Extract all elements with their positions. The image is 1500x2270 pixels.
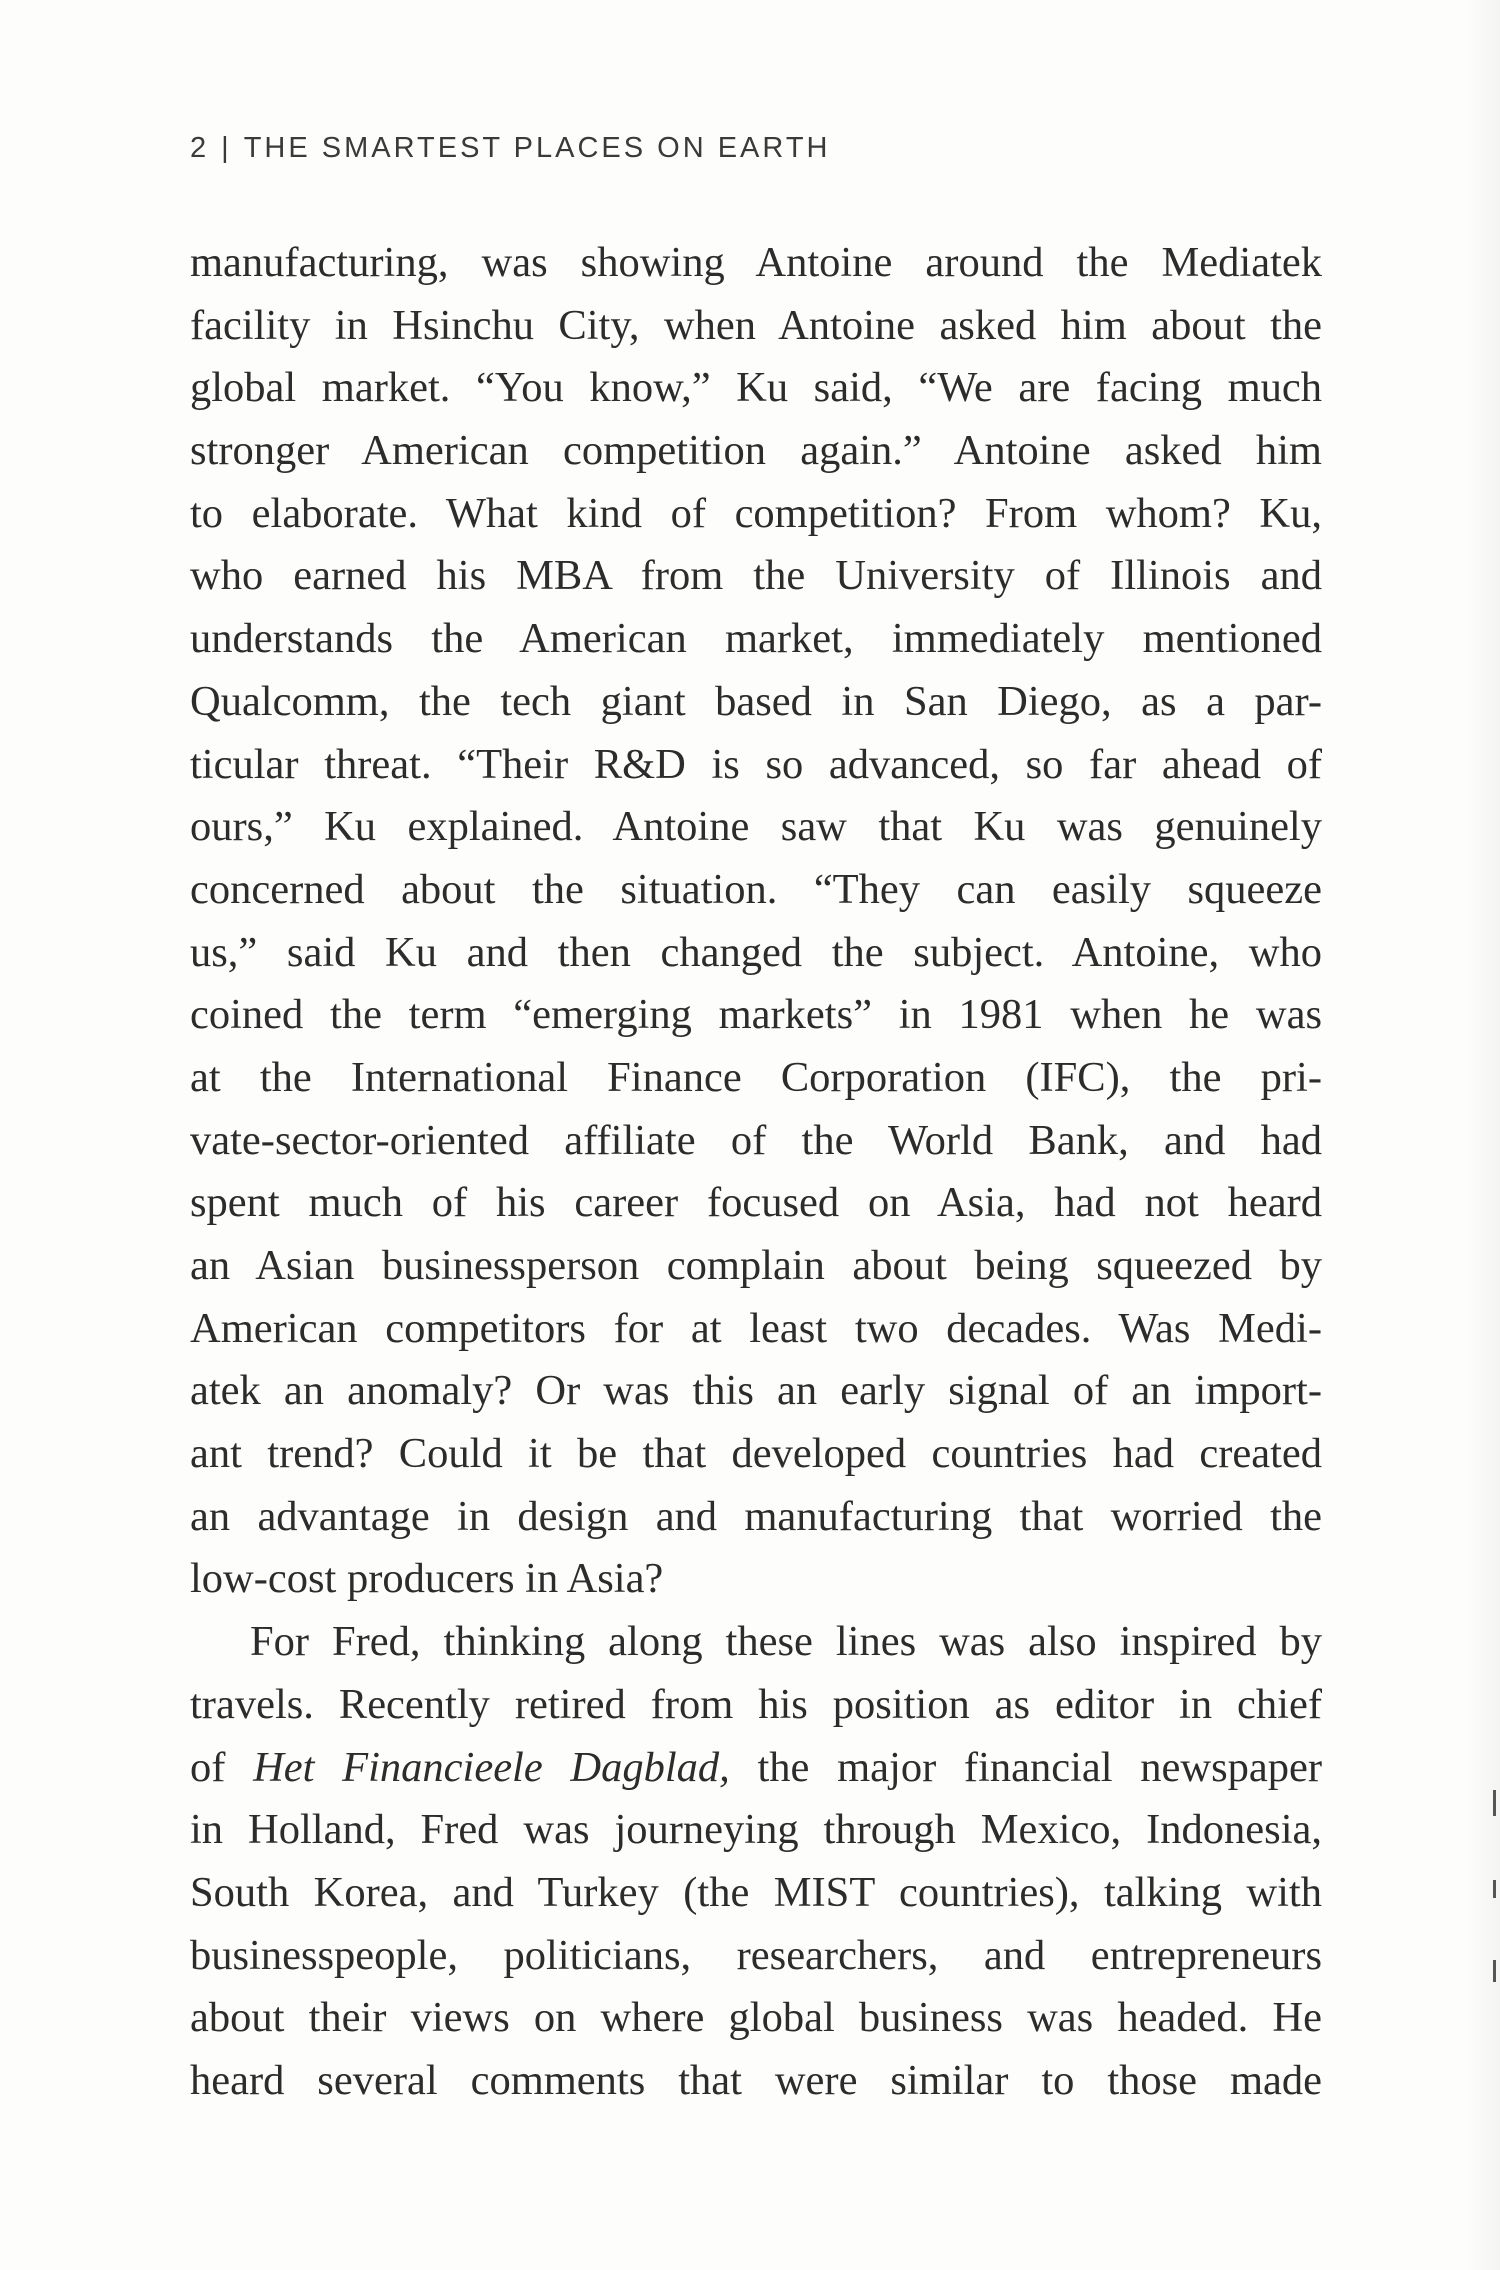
text-line: spent much of his career focused on Asia, had not heard [190,1179,1322,1227]
text-line: ant trend? Could it be that developed countries had created [190,1430,1322,1478]
text-line: heard several comments that were similar to those made [190,2056,1322,2104]
text-line: global market. “You know,” Ku said, “We are facing much [190,364,1322,412]
text-line: atek an anomaly? Or was this an early signal of an import- [190,1367,1322,1415]
header-separator: | [221,132,232,164]
text-fragment: of [190,1743,254,1791]
text-line: concerned about the situation. “They can easily squeeze [190,865,1322,913]
text-line: about their views on where global business was headed. He [190,1994,1322,2042]
paragraph-1 [190,232,1322,1611]
text-fragment: the major financial newspaper [729,1743,1322,1791]
text-line: ticular threat. “Their R&D is so advanced, so far ahead of [190,740,1322,788]
text-line: low-cost producers in Asia? [190,1555,664,1603]
page-edge-shadow [1464,0,1500,2270]
text-line: American competitors for at least two decades. Was Medi- [190,1304,1322,1352]
paragraph-2 [190,1611,1322,2113]
running-header [190,132,830,165]
text-line: ours,” Ku explained. Antoine saw that Ku was genuinely [190,803,1322,851]
text-line: to elaborate. What kind of competition? From whom? Ku, [190,489,1322,537]
text-line [190,1737,1322,1800]
text-line: Qualcomm, the tech giant based in San Diego, as a par- [190,677,1322,725]
page-number: 2 [190,132,210,164]
text-line: businesspeople, politicians, researchers, and entrepreneurs [190,1931,1322,1979]
text-line: stronger American competition again.” Antoine asked him [190,427,1322,475]
text-line: coined the term “emerging markets” in 1981 when he was [190,991,1322,1039]
edge-mark [1493,1880,1496,1898]
edge-mark [1493,1790,1496,1816]
newspaper-title: Het Financieele Dagblad, [253,1743,730,1791]
edge-mark [1493,1960,1496,1982]
text-line: understands the American market, immediately mentioned [190,615,1322,663]
text-line: vate-sector-oriented affiliate of the World Bank, and had [190,1116,1322,1164]
text-line: travels. Recently retired from his position as editor in chief [190,1680,1322,1728]
text-line: an Asian businessperson complain about being squeezed by [190,1242,1322,1289]
text-line: For Fred, thinking along these lines was also inspired by [250,1618,1322,1666]
text-line: at the International Finance Corporation (IFC), the pri- [190,1053,1322,1101]
body-text [190,232,1322,2113]
text-line: in Holland, Fred was journeying through Mexico, Indonesia, [190,1806,1322,1854]
text-line: facility in Hsinchu City, when Antoine asked him about the [190,301,1322,349]
text-line: us,” said Ku and then changed the subject. Antoine, who [190,928,1322,976]
text-line: manufacturing, was showing Antoine around the Mediatek [190,239,1322,286]
text-line: who earned his MBA from the University of Illinois and [190,552,1322,600]
text-line: South Korea, and Turkey (the MIST countries), talking with [190,1868,1322,1916]
text-line: an advantage in design and manufacturing that worried the [190,1492,1322,1540]
book-title: THE SMARTEST PLACES ON EARTH [243,132,831,164]
